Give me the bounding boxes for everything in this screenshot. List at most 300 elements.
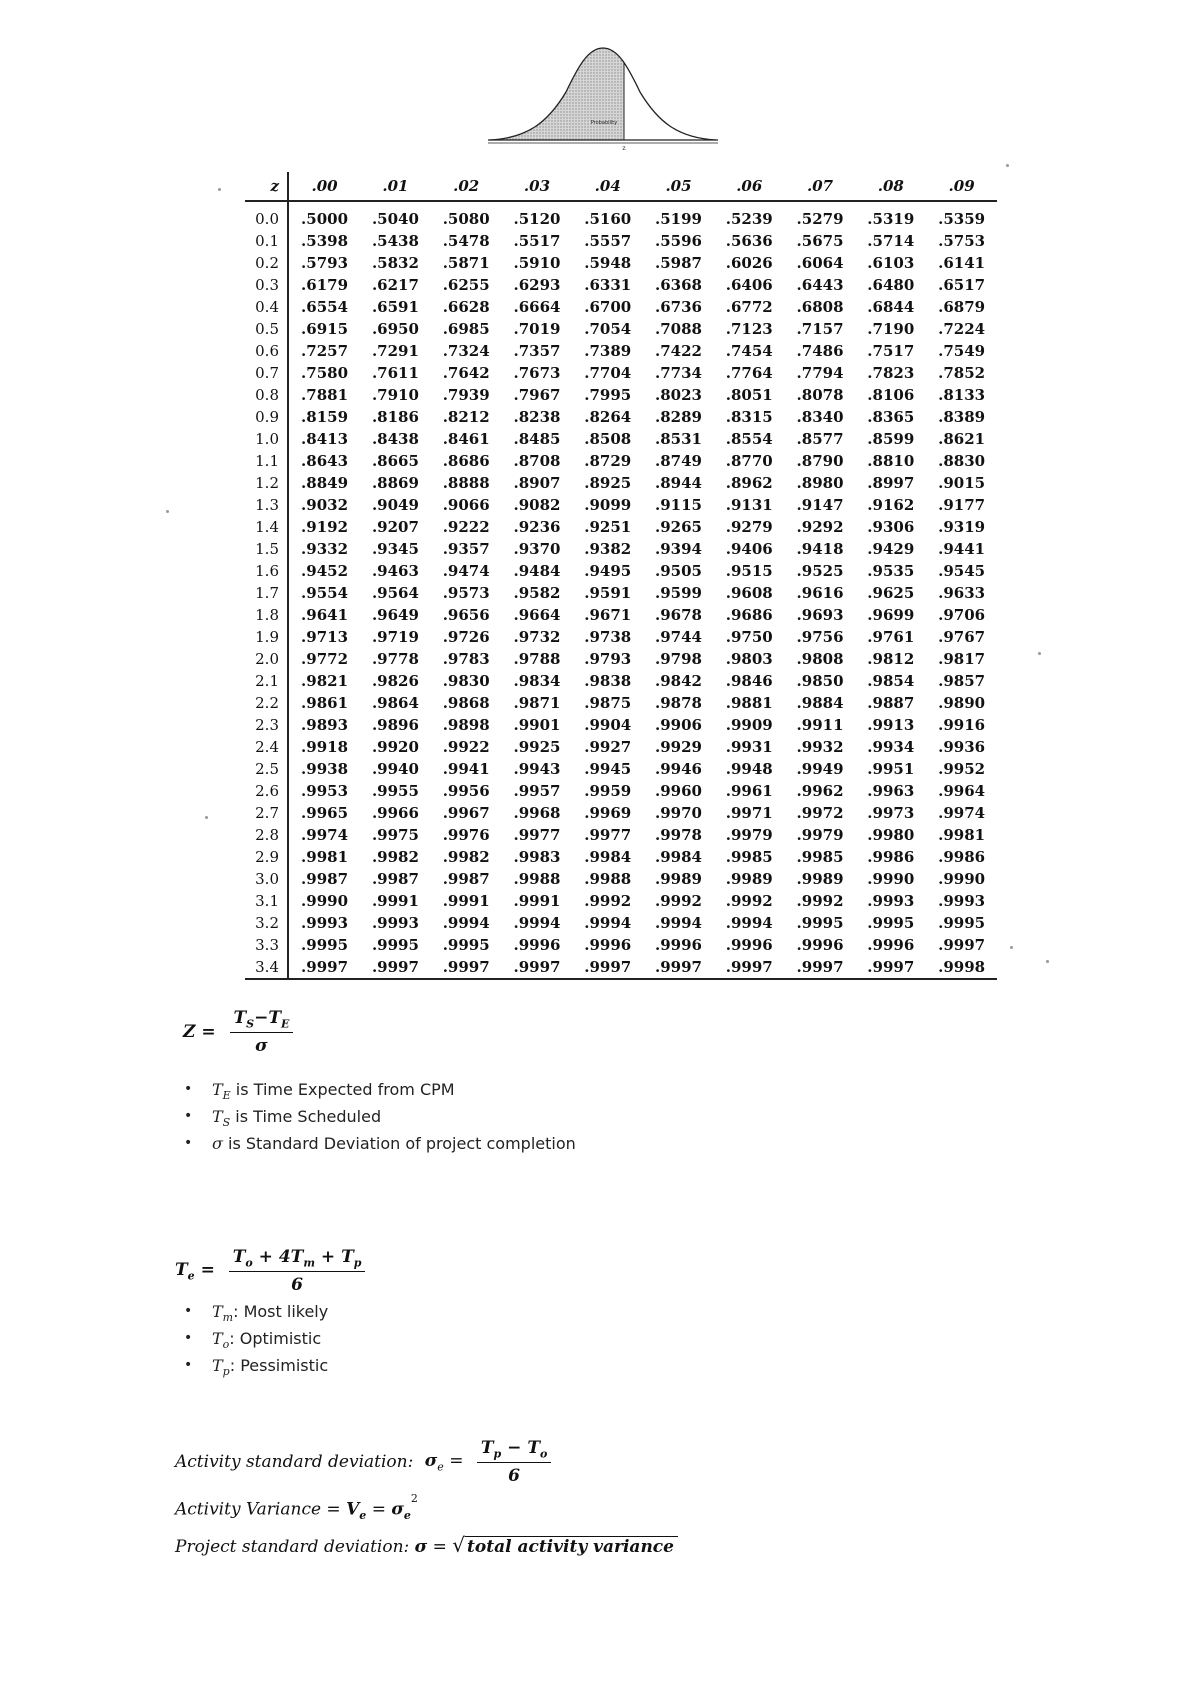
probability-cell: .9967 xyxy=(442,804,490,822)
z-value-cell: 0.2 xyxy=(245,252,288,274)
table-row xyxy=(245,362,997,384)
list-item: • $T_p$: Pessimistic xyxy=(180,1352,328,1379)
probability-cell: .9767 xyxy=(938,628,986,646)
z-value-cell: 1.7 xyxy=(245,582,288,604)
probability-cell: .9890 xyxy=(938,694,986,712)
probability-cell: .5359 xyxy=(938,210,986,228)
probability-cell: .9319 xyxy=(938,518,986,536)
probability-cell: .9982 xyxy=(442,848,490,866)
z-value-cell: 2.8 xyxy=(245,824,288,846)
probability-cell: .9821 xyxy=(301,672,349,690)
probability-cell: .9788 xyxy=(513,650,561,668)
probability-cell: .9678 xyxy=(655,606,702,624)
probability-cell: .5753 xyxy=(938,232,986,250)
probability-cell: .6950 xyxy=(371,320,419,338)
probability-cell: .6368 xyxy=(655,276,702,294)
probability-cell: .9834 xyxy=(513,672,561,690)
probability-cell: .9429 xyxy=(867,540,915,558)
probability-cell: .9996 xyxy=(725,936,773,954)
z-value-cell: 3.1 xyxy=(245,890,288,912)
project-sd-formula: Project standard deviation: σ = √ total activity variance xyxy=(175,1533,678,1557)
z-value-cell: 1.6 xyxy=(245,560,288,582)
probability-cell: .8365 xyxy=(867,408,915,426)
bullet-icon: • xyxy=(184,1108,193,1124)
probability-cell: .9993 xyxy=(938,892,986,910)
table-row xyxy=(245,780,997,802)
probability-cell: .8708 xyxy=(513,452,561,470)
definition-text: is Standard Deviation of project completion xyxy=(222,1134,576,1153)
probability-cell: .9936 xyxy=(938,738,986,756)
table-row xyxy=(245,714,997,736)
probability-cell: .8980 xyxy=(796,474,844,492)
probability-cell: .8665 xyxy=(371,452,419,470)
probability-cell: .8051 xyxy=(725,386,773,404)
probability-cell: .9996 xyxy=(867,936,915,954)
z-formula xyxy=(183,1008,293,1056)
probability-cell: .9884 xyxy=(796,694,844,712)
probability-cell: .9693 xyxy=(796,606,844,624)
probability-cell: .8438 xyxy=(371,430,419,448)
table-row xyxy=(245,890,997,912)
probability-cell: .9925 xyxy=(513,738,561,756)
table-row xyxy=(245,582,997,604)
probability-cell: .9997 xyxy=(855,956,926,979)
probability-cell: .9984 xyxy=(655,848,702,866)
probability-cell: .5948 xyxy=(584,254,632,272)
probability-cell: .9535 xyxy=(867,562,915,580)
time-estimates-list xyxy=(180,1298,328,1379)
probability-cell: .6985 xyxy=(442,320,490,338)
z-value-cell: 0.6 xyxy=(245,340,288,362)
probability-cell: .6406 xyxy=(725,276,773,294)
list-item xyxy=(180,1130,576,1157)
probability-cell: .5199 xyxy=(655,210,702,228)
probability-cell: .9131 xyxy=(725,496,773,514)
probability-cell: .9995 xyxy=(301,936,349,954)
probability-cell: .9996 xyxy=(584,936,632,954)
probability-cell: .9989 xyxy=(655,870,702,888)
probability-cell: .9987 xyxy=(301,870,349,888)
probability-cell: .9992 xyxy=(655,892,702,910)
bullet-icon: • xyxy=(184,1330,193,1346)
te-formula-denominator: 6 xyxy=(291,1275,303,1296)
probability-cell: .9896 xyxy=(371,716,419,734)
activity-variance-label: Activity Variance = xyxy=(175,1499,341,1520)
probability-cell: .9664 xyxy=(513,606,561,624)
probability-cell: .6331 xyxy=(584,276,632,294)
probability-cell: .9861 xyxy=(301,694,349,712)
probability-cell: .9909 xyxy=(725,716,773,734)
probability-cell: .8770 xyxy=(725,452,773,470)
probability-cell: .6808 xyxy=(796,298,844,316)
probability-cell: .9616 xyxy=(796,584,844,602)
probability-cell: .8749 xyxy=(655,452,702,470)
probability-cell: .9994 xyxy=(513,914,561,932)
probability-cell: .9955 xyxy=(371,782,419,800)
probability-cell: .7881 xyxy=(301,386,349,404)
table-row xyxy=(245,604,997,626)
probability-cell: .9545 xyxy=(938,562,986,580)
probability-cell: .6293 xyxy=(513,276,561,294)
z-value-cell: 0.4 xyxy=(245,296,288,318)
probability-cell: .9901 xyxy=(513,716,561,734)
probability-cell: .6064 xyxy=(796,254,844,272)
probability-cell: .8159 xyxy=(301,408,349,426)
probability-cell: .9803 xyxy=(725,650,773,668)
probability-cell: .9922 xyxy=(442,738,490,756)
probability-cell: .9961 xyxy=(725,782,773,800)
scan-speck xyxy=(1046,960,1049,963)
probability-cell: .5557 xyxy=(584,232,632,250)
probability-cell: .9983 xyxy=(513,848,561,866)
te-formula-fraction xyxy=(229,1247,366,1295)
z-table-header xyxy=(245,172,997,201)
probability-cell: .9515 xyxy=(725,562,773,580)
activity-sd-formula: Activity standard deviation: $\sigma_e$ = $\frac{T_p - T_o}{6}$ xyxy=(175,1438,551,1486)
probability-cell: .9997 xyxy=(643,956,714,979)
probability-cell: .9971 xyxy=(725,804,773,822)
probability-cell: .9975 xyxy=(371,826,419,844)
probability-cell: .8461 xyxy=(442,430,490,448)
probability-cell: .9994 xyxy=(442,914,490,932)
probability-cell: .9966 xyxy=(371,804,419,822)
column-header: .02 xyxy=(431,172,502,201)
probability-cell: .7422 xyxy=(655,342,702,360)
probability-cell: .9993 xyxy=(867,892,915,910)
z-value-cell: 0.8 xyxy=(245,384,288,406)
z-value-cell: 2.3 xyxy=(245,714,288,736)
probability-cell: .7190 xyxy=(867,320,915,338)
probability-cell: .9345 xyxy=(371,540,419,558)
probability-cell: .9989 xyxy=(796,870,844,888)
probability-cell: .9887 xyxy=(867,694,915,712)
probability-cell: .9916 xyxy=(938,716,986,734)
probability-cell: .9564 xyxy=(371,584,419,602)
list-item: • $T_S$ is Time Scheduled xyxy=(180,1103,576,1130)
probability-cell: .9948 xyxy=(725,760,773,778)
probability-cell: .8729 xyxy=(584,452,632,470)
probability-cell: .9997 xyxy=(938,936,986,954)
probability-cell: .8997 xyxy=(867,474,915,492)
probability-cell: .9656 xyxy=(442,606,490,624)
column-header: .03 xyxy=(502,172,573,201)
probability-cell: .9987 xyxy=(371,870,419,888)
table-row xyxy=(245,824,997,846)
probability-cell: .7642 xyxy=(442,364,490,382)
probability-cell: .9808 xyxy=(796,650,844,668)
probability-cell: .9772 xyxy=(301,650,349,668)
scan-speck xyxy=(218,188,221,191)
te-formula xyxy=(175,1247,365,1295)
probability-cell: .8106 xyxy=(867,386,915,404)
probability-cell: .8531 xyxy=(655,430,702,448)
probability-cell: .8810 xyxy=(867,452,915,470)
probability-cell: .9970 xyxy=(655,804,702,822)
probability-cell: .9495 xyxy=(584,562,632,580)
probability-cell: .6443 xyxy=(796,276,844,294)
probability-cell: .8186 xyxy=(371,408,419,426)
probability-cell: .9812 xyxy=(867,650,915,668)
probability-cell: .9920 xyxy=(371,738,419,756)
probability-cell: .9641 xyxy=(301,606,349,624)
table-row xyxy=(245,252,997,274)
probability-cell: .6179 xyxy=(301,276,349,294)
z-value-cell: 1.4 xyxy=(245,516,288,538)
probability-cell: .9846 xyxy=(725,672,773,690)
z-formula-fraction xyxy=(230,1008,294,1056)
table-row xyxy=(245,201,997,230)
probability-cell: .9292 xyxy=(796,518,844,536)
probability-cell: .9974 xyxy=(938,804,986,822)
probability-cell: .9881 xyxy=(725,694,773,712)
probability-cell: .9177 xyxy=(938,496,986,514)
definition-text: : Most likely xyxy=(233,1302,329,1321)
probability-cell: .9991 xyxy=(513,892,561,910)
bullet-icon: • xyxy=(184,1357,193,1373)
z-value-cell: 2.6 xyxy=(245,780,288,802)
probability-cell: .7517 xyxy=(867,342,915,360)
probability-cell: .9778 xyxy=(371,650,419,668)
table-row xyxy=(245,472,997,494)
probability-cell: .9913 xyxy=(867,716,915,734)
bullet-icon: • xyxy=(184,1081,193,1097)
column-header: .07 xyxy=(785,172,856,201)
probability-cell: .5120 xyxy=(513,210,561,228)
probability-cell: .9394 xyxy=(655,540,702,558)
probability-cell: .9236 xyxy=(513,518,561,536)
probability-cell: .5040 xyxy=(371,210,419,228)
z-value-cell: 0.3 xyxy=(245,274,288,296)
probability-cell: .9382 xyxy=(584,540,632,558)
probability-cell: .9951 xyxy=(867,760,915,778)
probability-cell: .9761 xyxy=(867,628,915,646)
probability-cell: .5871 xyxy=(442,254,490,272)
table-row xyxy=(245,802,997,824)
probability-cell: .8389 xyxy=(938,408,986,426)
probability-cell: .9932 xyxy=(796,738,844,756)
scan-speck xyxy=(1010,946,1013,949)
z-definitions-list xyxy=(180,1076,576,1157)
column-header: .08 xyxy=(855,172,926,201)
probability-cell: .6628 xyxy=(442,298,490,316)
te-formula-lhs: $T_e$ = xyxy=(175,1259,215,1283)
probability-cell: .9931 xyxy=(725,738,773,756)
probability-cell: .9898 xyxy=(442,716,490,734)
probability-cell: .8577 xyxy=(796,430,844,448)
probability-cell: .9990 xyxy=(938,870,986,888)
probability-cell: .9049 xyxy=(371,496,419,514)
probability-cell: .9842 xyxy=(655,672,702,690)
probability-cell: .9875 xyxy=(584,694,632,712)
probability-cell: .6103 xyxy=(867,254,915,272)
z-value-cell: 2.2 xyxy=(245,692,288,714)
list-item: • $T_o$: Optimistic xyxy=(180,1325,328,1352)
probability-cell: .8621 xyxy=(938,430,986,448)
probability-cell: .9990 xyxy=(867,870,915,888)
z-value-cell: 1.9 xyxy=(245,626,288,648)
bullet-icon: • xyxy=(184,1135,193,1151)
probability-cell: .8023 xyxy=(655,386,702,404)
table-row xyxy=(245,692,997,714)
probability-cell: .9962 xyxy=(796,782,844,800)
probability-cell: .8686 xyxy=(442,452,490,470)
z-table xyxy=(245,172,997,980)
probability-cell: .9992 xyxy=(725,892,773,910)
variable-symbol: T xyxy=(212,1302,223,1321)
z-value-cell: 2.5 xyxy=(245,758,288,780)
probability-cell: .9996 xyxy=(796,936,844,954)
probability-cell: .9991 xyxy=(442,892,490,910)
z-value-cell: 2.0 xyxy=(245,648,288,670)
probability-cell: .5714 xyxy=(867,232,915,250)
probability-cell: .5832 xyxy=(371,254,419,272)
table-row xyxy=(245,560,997,582)
probability-cell: .6700 xyxy=(584,298,632,316)
probability-cell: .9850 xyxy=(796,672,844,690)
z-value-cell: 1.3 xyxy=(245,494,288,516)
probability-cell: .6844 xyxy=(867,298,915,316)
probability-cell: .9893 xyxy=(301,716,349,734)
probability-cell: .9984 xyxy=(584,848,632,866)
probability-caption: Probability xyxy=(590,120,618,126)
probability-cell: .5319 xyxy=(867,210,915,228)
probability-cell: .7549 xyxy=(938,342,986,360)
probability-cell: .9982 xyxy=(371,848,419,866)
probability-cell: .9969 xyxy=(584,804,632,822)
z-value-cell: 0.0 xyxy=(245,201,288,230)
probability-cell: .7939 xyxy=(442,386,490,404)
probability-cell: .8849 xyxy=(301,474,349,492)
probability-cell: .9463 xyxy=(371,562,419,580)
z-value-cell: 3.2 xyxy=(245,912,288,934)
z-formula-denominator: σ xyxy=(255,1036,268,1057)
probability-cell: .9738 xyxy=(584,628,632,646)
probability-cell: .9988 xyxy=(513,870,561,888)
variable-symbol: T xyxy=(212,1107,223,1126)
probability-cell: .9265 xyxy=(655,518,702,536)
probability-cell: .9977 xyxy=(513,826,561,844)
probability-cell: .9987 xyxy=(442,870,490,888)
probability-cell: .9830 xyxy=(442,672,490,690)
scan-speck xyxy=(166,510,169,513)
table-row xyxy=(245,516,997,538)
probability-cell: .9972 xyxy=(796,804,844,822)
probability-cell: .9964 xyxy=(938,782,986,800)
probability-cell: .7157 xyxy=(796,320,844,338)
column-header: .01 xyxy=(360,172,431,201)
probability-cell: .7454 xyxy=(725,342,773,360)
probability-cell: .9929 xyxy=(655,738,702,756)
probability-cell: .8830 xyxy=(938,452,986,470)
scan-speck xyxy=(205,816,208,819)
probability-cell: .9452 xyxy=(301,562,349,580)
probability-cell: .9949 xyxy=(796,760,844,778)
probability-cell: .5279 xyxy=(796,210,844,228)
probability-cell: .6517 xyxy=(938,276,986,294)
probability-cell: .9978 xyxy=(655,826,702,844)
probability-cell: .7823 xyxy=(867,364,915,382)
probability-cell: .5910 xyxy=(513,254,561,272)
table-row xyxy=(245,736,997,758)
probability-cell: .9525 xyxy=(796,562,844,580)
probability-cell: .9671 xyxy=(584,606,632,624)
probability-cell: .8264 xyxy=(584,408,632,426)
probability-cell: .9505 xyxy=(655,562,702,580)
probability-cell: .8962 xyxy=(725,474,773,492)
z-value-cell: 1.1 xyxy=(245,450,288,472)
variable-symbol: T xyxy=(212,1080,223,1099)
column-header: .06 xyxy=(714,172,785,201)
probability-cell: .6217 xyxy=(371,276,419,294)
probability-cell: .9946 xyxy=(655,760,702,778)
z-value-cell: 2.7 xyxy=(245,802,288,824)
table-row xyxy=(245,934,997,956)
probability-cell: .9686 xyxy=(725,606,773,624)
probability-cell: .9474 xyxy=(442,562,490,580)
probability-cell: .9965 xyxy=(301,804,349,822)
probability-cell: .9997 xyxy=(502,956,573,979)
z-table-header-row xyxy=(245,172,997,201)
probability-cell: .6915 xyxy=(301,320,349,338)
probability-cell: .9082 xyxy=(513,496,561,514)
probability-cell: .9162 xyxy=(867,496,915,514)
probability-cell: .8133 xyxy=(938,386,986,404)
project-sd-label: Project standard deviation: xyxy=(175,1537,410,1557)
probability-cell: .8599 xyxy=(867,430,915,448)
probability-cell: .8888 xyxy=(442,474,490,492)
z-formula-lhs: Z = xyxy=(183,1022,216,1043)
table-row xyxy=(245,406,997,428)
z-axis-label: z xyxy=(622,145,626,152)
probability-cell: .9976 xyxy=(442,826,490,844)
probability-cell: .9649 xyxy=(371,606,419,624)
probability-cell: .9826 xyxy=(371,672,419,690)
probability-cell: .9871 xyxy=(513,694,561,712)
probability-cell: .9582 xyxy=(513,584,561,602)
probability-cell: .8413 xyxy=(301,430,349,448)
probability-cell: .9963 xyxy=(867,782,915,800)
probability-cell: .9099 xyxy=(584,496,632,514)
probability-cell: .9993 xyxy=(371,914,419,932)
column-header: .09 xyxy=(926,172,997,201)
probability-cell: .5793 xyxy=(301,254,349,272)
probability-cell: .7673 xyxy=(513,364,561,382)
probability-cell: .9934 xyxy=(867,738,915,756)
probability-cell: .5160 xyxy=(584,210,632,228)
probability-cell: .9406 xyxy=(725,540,773,558)
probability-cell: .9911 xyxy=(796,716,844,734)
probability-cell: .9066 xyxy=(442,496,490,514)
probability-cell: .9222 xyxy=(442,518,490,536)
probability-cell: .7967 xyxy=(513,386,561,404)
probability-cell: .9857 xyxy=(938,672,986,690)
probability-cell: .9957 xyxy=(513,782,561,800)
probability-cell: .9956 xyxy=(442,782,490,800)
probability-cell: .7224 xyxy=(938,320,986,338)
probability-cell: .9744 xyxy=(655,628,702,646)
column-header: .05 xyxy=(643,172,714,201)
table-row xyxy=(245,384,997,406)
definition-text: : Optimistic xyxy=(229,1329,322,1348)
probability-cell: .9995 xyxy=(796,914,844,932)
probability-cell: .6480 xyxy=(867,276,915,294)
probability-cell: .7389 xyxy=(584,342,632,360)
table-row xyxy=(245,956,997,979)
probability-cell: .6591 xyxy=(371,298,419,316)
probability-cell: .9995 xyxy=(442,936,490,954)
table-row xyxy=(245,670,997,692)
probability-cell: .5596 xyxy=(655,232,702,250)
